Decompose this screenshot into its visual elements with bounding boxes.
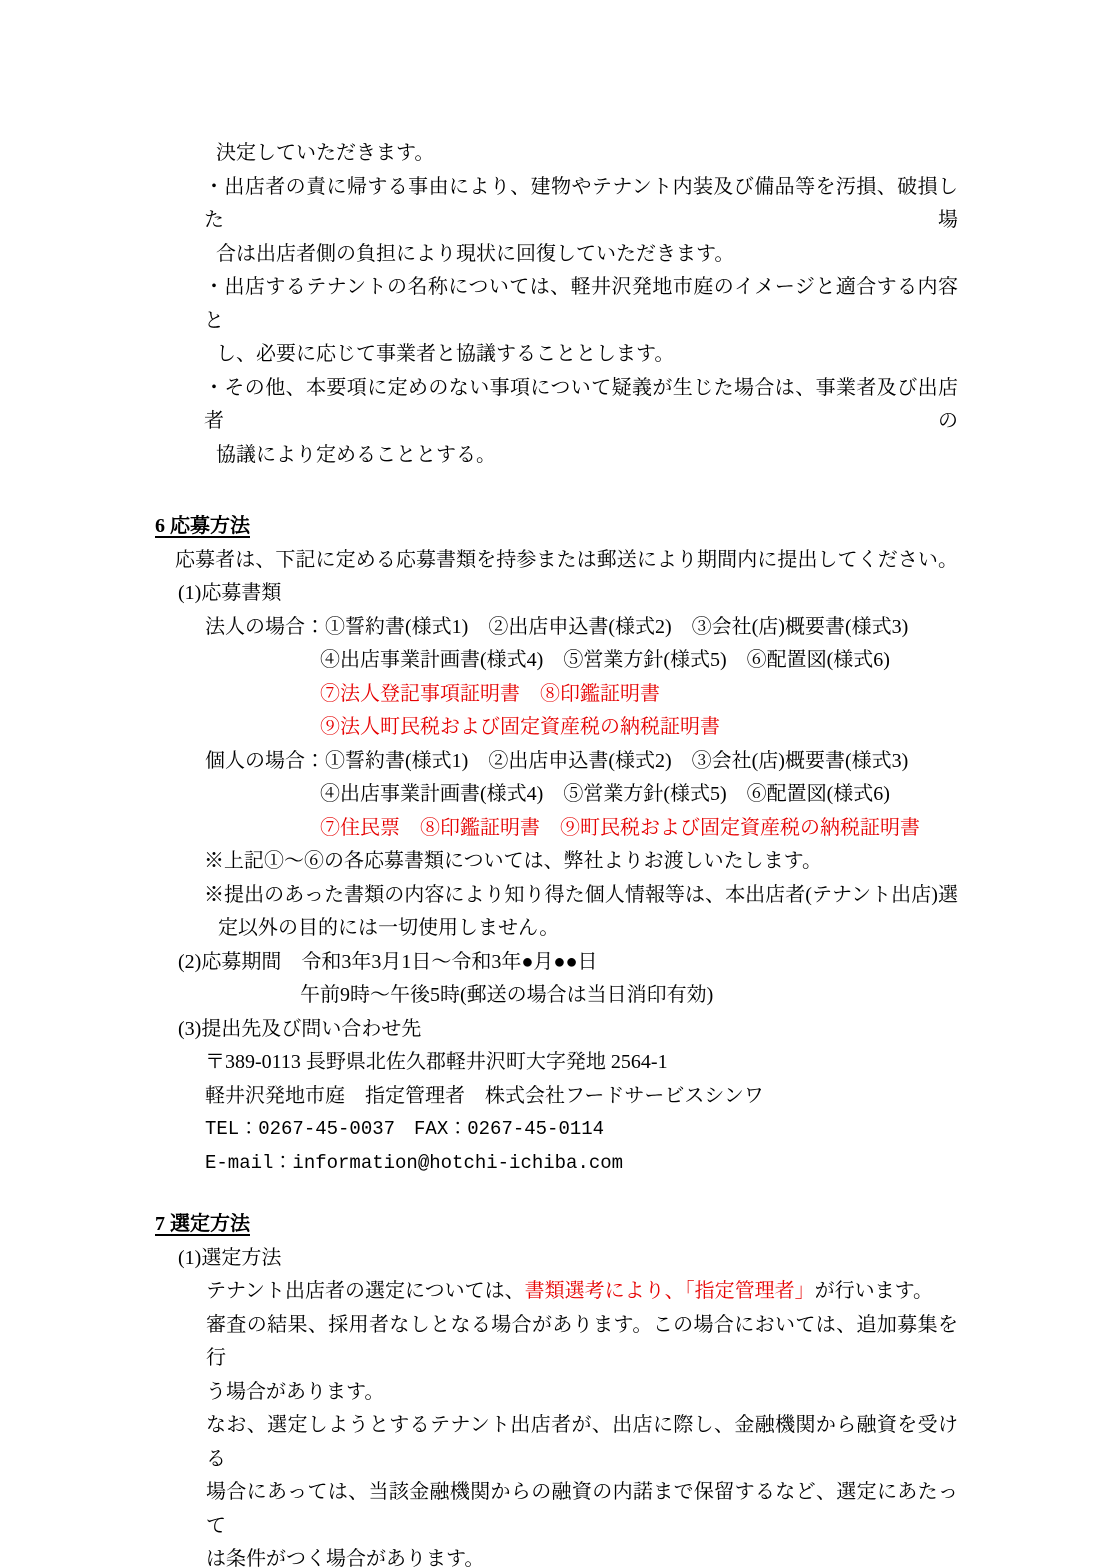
individual-documents-red: ⑦住民票 ⑧印鑑証明書 ⑨町民税および固定資産税の納税証明書 [320, 816, 920, 839]
selection-sentence-part1: テナント出店者の選定については、 [206, 1280, 525, 1302]
bullet-item-name-line2: し、必要に応じて事業者と協議することとします。 [216, 343, 675, 365]
postal-address-line: 〒389-0113 長野県北佐久郡軽井沢町大字発地 2564-1 [205, 1051, 668, 1073]
bullet-item-damage-line2: 合は出店者側の負担により現状に回復していただきます。 [216, 242, 735, 265]
carryover-line: 決定していただきます。 [216, 142, 435, 164]
tel-fax-line: TEL：0267-45-0037 FAX：0267-45-0114 [205, 1118, 605, 1140]
selection-method-sentence [206, 1275, 958, 1309]
individual-documents-row2: ④出店事業計画書(様式4) ⑤営業方針(様式5) ⑥配置図(様式6) [320, 783, 890, 805]
financing-condition-line1: なお、選定しようとするテナント出店者が、出店に際し、金融機関から融資を受ける [206, 1414, 958, 1470]
bullet-item-other-line1: ・その他、本要項に定めのない事項について疑義が生じた場合は、事業者及び出店者の [204, 376, 958, 432]
application-documents-label: (1)応募書類 [178, 582, 282, 604]
note-privacy-line1: ※提出のあった書類の内容により知り得た個人情報等は、本出店者(テナント出店)選 [204, 883, 958, 906]
application-period-hours: 午前9時～午後5時(郵送の場合は当日消印有効) [300, 984, 714, 1006]
email-line: E-mail：information@hotchi-ichiba.com [205, 1151, 624, 1174]
selection-sentence-part2: が行います。 [814, 1280, 934, 1302]
submission-contact-label: (3)提出先及び問い合わせ先 [178, 1017, 422, 1040]
corporate-documents-row1: 法人の場合：①誓約書(様式1) ②出店申込書(様式2) ③会社(店)概要書(様式3) [205, 615, 909, 638]
note-forms-provided: ※上記①～⑥の各応募書類については、弊社よりお渡しいたします。 [204, 850, 822, 872]
financing-condition-line3: は条件がつく場合があります。 [206, 1548, 485, 1567]
bullet-item-other-line2: 協議により定めることとする。 [216, 443, 496, 466]
application-period-label: (2)応募期間 令和3年3月1日～令和3年●月●●日 [178, 950, 598, 973]
bullet-item-damage-line1: ・出店者の責に帰する事由により、建物やテナント内装及び備品等を汚損、破損した場 [204, 175, 958, 231]
section7-heading: 7 選定方法 [155, 1213, 250, 1235]
screening-result-line1: 審査の結果、採用者なしとなる場合があります。この場合においては、追加募集を行 [206, 1313, 958, 1369]
individual-documents-row1: 個人の場合：①誓約書(様式1) ②出店申込書(様式2) ③会社(店)概要書(様式3) [205, 749, 909, 772]
selection-method-label: (1)選定方法 [178, 1246, 282, 1269]
financing-condition-line2: 場合にあっては、当該金融機関からの融資の内諾まで保留するなど、選定にあたって [206, 1481, 958, 1537]
note-privacy-line2: 定以外の目的には一切使用しません。 [218, 917, 560, 939]
section6-heading: 6 応募方法 [155, 515, 250, 537]
application-intro: 応募者は、下記に定める応募書類を持参または郵送により期間内に提出してください。 [175, 548, 958, 571]
corporate-documents-red1: ⑦法人登記事項証明書 ⑧印鑑証明書 [320, 682, 660, 705]
screening-result-line2: う場合があります。 [206, 1380, 385, 1403]
selection-sentence-red-part: 書類選考により、「指定管理者」 [524, 1280, 815, 1302]
corporate-documents-row2: ④出店事業計画書(様式4) ⑤営業方針(様式5) ⑥配置図(様式6) [320, 649, 890, 671]
corporate-documents-red2: ⑨法人町民税および固定資産税の納税証明書 [320, 716, 720, 738]
organization-line: 軽井沢発地市庭 指定管理者 株式会社フードサービスシンワ [205, 1084, 764, 1107]
bullet-item-name-line1: ・出店するテナントの名称については、軽井沢発地市庭のイメージと適合する内容と [204, 276, 958, 332]
